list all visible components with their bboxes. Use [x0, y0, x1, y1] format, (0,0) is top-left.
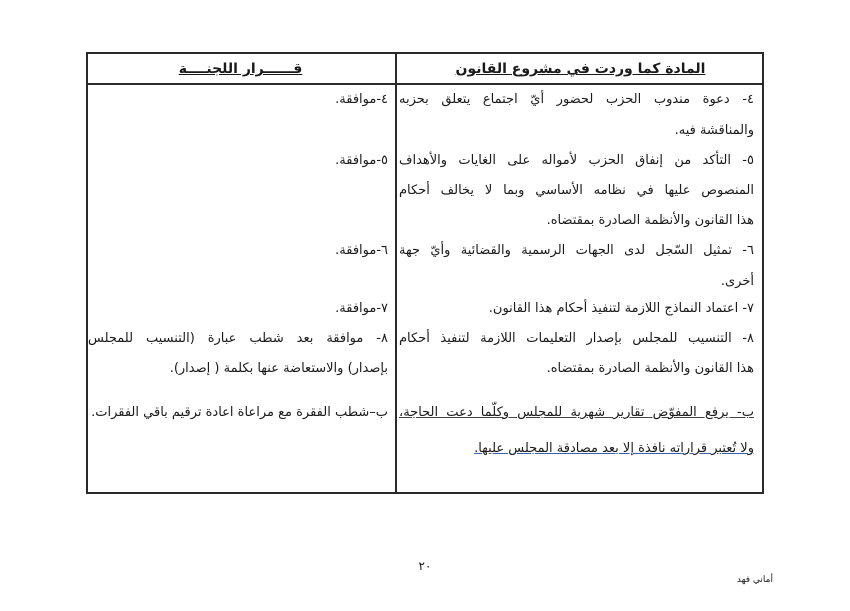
- decision-8-line-1: ٨- موافقة بعد شطب عبارة (التنسيب للمجلس: [88, 331, 388, 346]
- decision-8-line-2: بإصدار) والاستعاضة عنها بكلمة ( إصدار).: [169, 361, 388, 376]
- column-divider: [395, 52, 397, 494]
- decision-6: ٦-موافقة.: [335, 243, 388, 258]
- decision-7: ٧-موافقة.: [335, 301, 388, 316]
- article-8-line-2: هذا القانون والأنظمة الصادرة بمقتضاه.: [546, 361, 754, 376]
- article-5-line-1: ٥- التأكد من إنفاق الحزب لأمواله على الغايات والأهداف: [399, 153, 754, 168]
- comparison-table: [86, 52, 764, 494]
- page-number: ٢٠: [418, 559, 432, 573]
- header-original-text: المادة كما وردت في مشروع القانون: [455, 61, 706, 77]
- paragraph-b-line-1: ب- يرفع المفوّض تقارير شهرية للمجلس وكلّما دعت الحاجة،: [399, 405, 754, 420]
- article-6-line-2: أخرى.: [720, 274, 754, 289]
- decision-b: ب–شطب الفقرة مع مراعاة اعادة ترقيم باقي الفقرات.: [91, 405, 388, 420]
- decision-5: ٥-موافقة.: [335, 153, 388, 168]
- decision-4: ٤-موافقة.: [335, 92, 388, 107]
- article-4-line-2: والمناقشة فيه.: [674, 123, 754, 138]
- header-committee-decision: قــــــرار اللجنــــة: [178, 61, 303, 77]
- article-5-line-2: المنصوص عليها في نظامه الأساسي وبما لا يخالف أحكام: [399, 183, 754, 198]
- article-6-line-1: ٦- تمثيل السّجل لدى الجهات الرسمية والقضائية وأيّ جهة: [399, 243, 754, 258]
- signature: أماني فهد: [736, 575, 773, 585]
- article-5-line-3: هذا القانون والأنظمة الصادرة بمقتضاه.: [546, 213, 754, 228]
- article-8-line-1: ٨- التنسيب للمجلس بإصدار التعليمات اللازمة لتنفيذ أحكام: [399, 331, 754, 346]
- article-7-line-1: ٧- اعتماد النماذج اللازمة لتنفيذ أحكام هذا القانون.: [488, 301, 754, 316]
- header-divider: [86, 83, 764, 85]
- paragraph-b-line-2: ولا تُعتبر قراراته نافذة إلا بعد مصادقة المجلس عليها.: [474, 441, 754, 456]
- article-4-line-1: ٤- دعوة مندوب الحزب لحضور أيّ اجتماع يتعلق بحزبه: [399, 92, 754, 107]
